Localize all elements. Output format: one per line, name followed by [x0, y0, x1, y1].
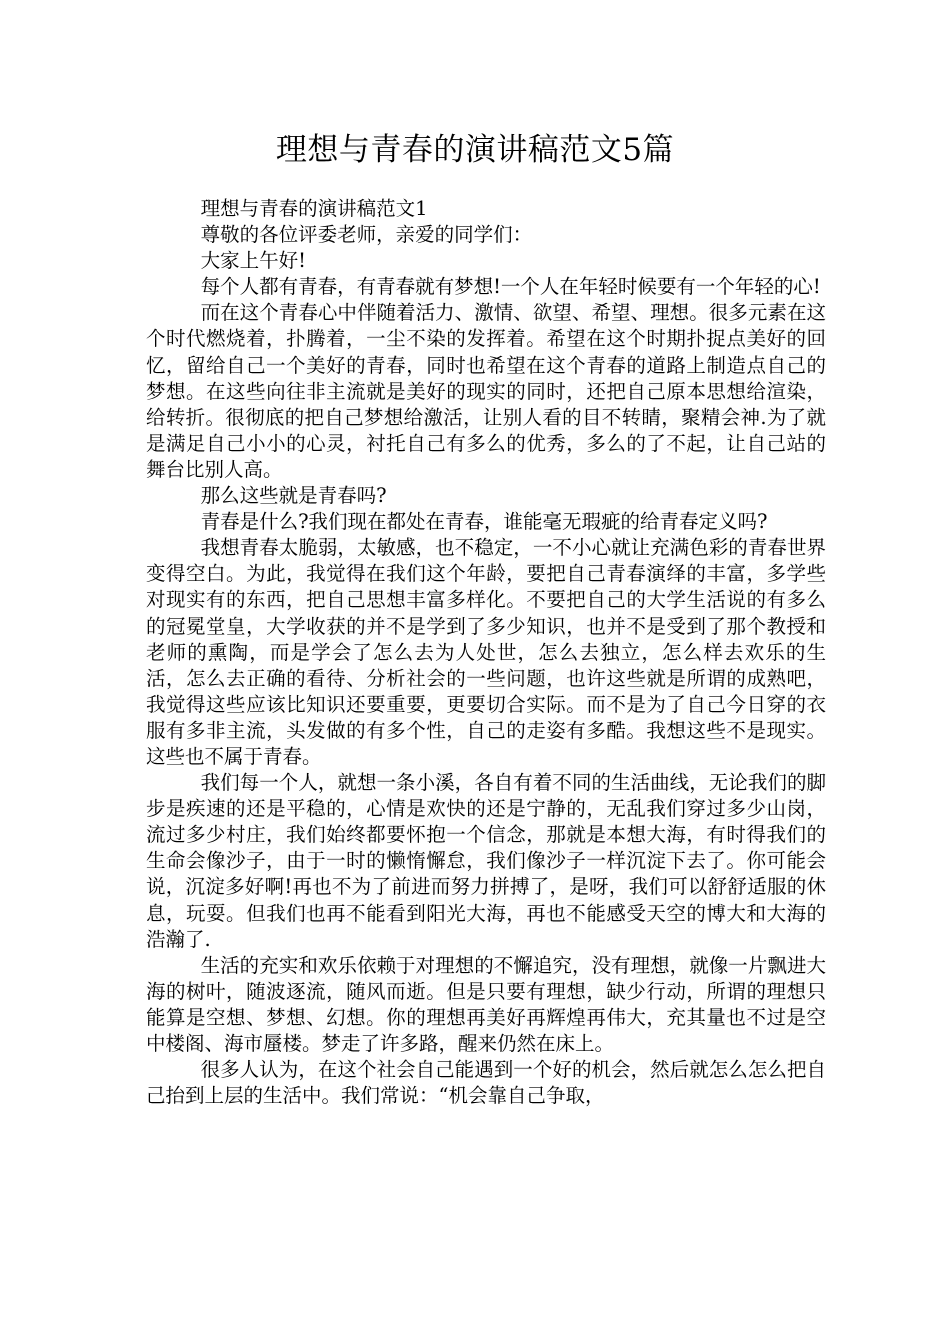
document-body [146, 196, 826, 1109]
paragraph: 青春是什么?我们现在都处在青春，谁能毫无瑕疵的给青春定义吗? [200, 510, 768, 534]
paragraph-heading-1: 理想与青春的演讲稿范文1 [200, 197, 428, 220]
paragraph-greeting: 大家上午好! [200, 249, 306, 273]
paragraph: 生活的充实和欢乐依赖于对理想的不懈追究，没有理想，就像一片飘进大海的树叶，随波逐流，随风而逝。但是只要有理想，缺少行动，所谓的理想只能算是空想、梦想、幻想。你的理想再美好再辉煌再伟大，充其量也不过是空中楼阁、海市蜃楼。梦走了许多路，醒来仍然在床上。 [146, 953, 826, 1055]
document-title: 理想与青春的演讲稿范文5篇 [275, 132, 675, 168]
paragraph: 我们每一个人，就想一条小溪，各自有着不同的生活曲线，无论我们的脚步是疾速的还是平稳的，心情是欢快的还是宁静的，无乱我们穿过多少山岗，流过多少村庄，我们始终都要怀抱一个信念，那就是本想大海，有时得我们的生命会像沙子，由于一时的懒惰懈怠，我们像沙子一样沉淀下去了。你可能会说，沉淀多好啊!再也不为了前进而努力拼搏了，是呀，我们可以舒舒适服的休息，玩耍。但我们也再不能看到阳光大海，再也不能感受天空的博大和大海的浩瀚了. [146, 771, 826, 951]
paragraph: 而在这个青春心中伴随着活力、激情、欲望、希望、理想。很多元素在这个时代燃烧着，扑腾着，一尘不染的发挥着。希望在这个时期扑捉点美好的回忆，留给自己一个美好的青春，同时也希望在这个青春的道路上制造点自己的梦想。在这些向往非主流就是美好的现实的同时，还把自己原本思想给渲染，给转折。很彻底的把自己梦想给激活，让别人看的目不转睛，聚精会神.为了就是满足自己小小的心灵，衬托自己有多么的优秀，多么的了不起，让自己站的舞台比别人高。 [146, 301, 826, 481]
paragraph: 那么这些就是青春吗? [200, 484, 387, 508]
paragraph: 我想青春太脆弱，太敏感，也不稳定，一不小心就让充满色彩的青春世界变得空白。为此，我觉得在我们这个年龄，要把自己青春演绎的丰富，多学些对现实有的东西，把自己思想丰富多样化。不要把自己的大学生活说的有多么的冠冕堂皇，大学收获的并不是学到了多少知识，也并不是受到了那个教授和老师的熏陶，而是学会了怎么去为人处世，怎么去独立，怎么样去欢乐的生活，怎么去正确的看待、分析社会的一些问题，也许这些就是所谓的成熟吧，我觉得这些应该比知识还要重要，更要切合实际。而不是为了自己今日穿的衣服有多非主流，头发做的有多个性，自己的走姿有多酷。我想这些不是现实。这些也不属于青春。 [146, 536, 826, 768]
paragraph: 很多人认为，在这个社会自己能遇到一个好的机会，然后就怎么怎么把自己抬到上层的生活中。我们常说：“机会靠自己争取， [146, 1058, 826, 1108]
paragraph-salutation: 尊敬的各位评委老师，亲爱的同学们： [200, 223, 533, 247]
paragraph: 每个人都有青春，有青春就有梦想!一个人在年轻时候要有一个年轻的心! [200, 275, 821, 299]
